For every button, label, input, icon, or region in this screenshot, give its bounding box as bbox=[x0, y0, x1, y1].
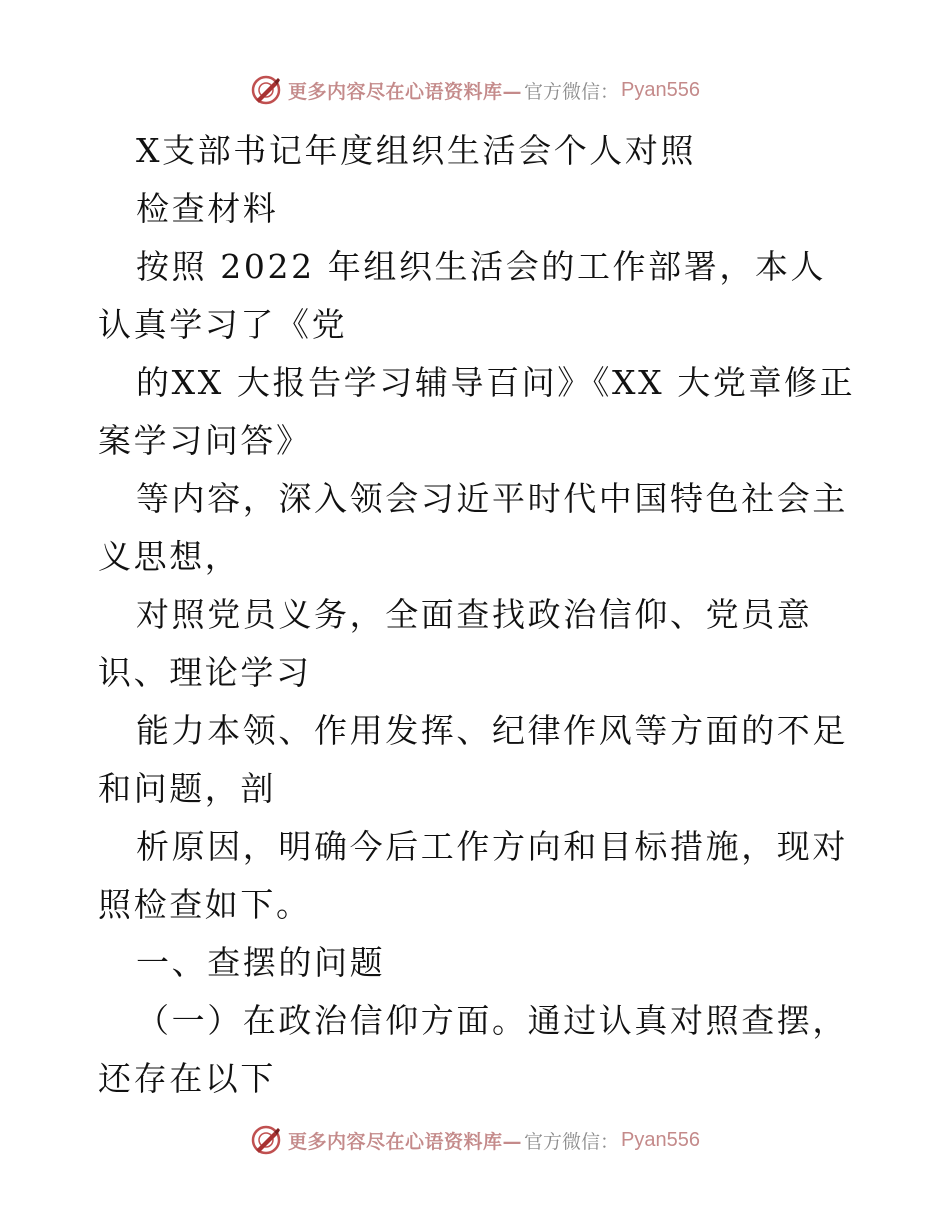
subsection-heading-1: （一）在政治信仰方面。通过认真对照查摆，还存在以下 bbox=[98, 1001, 848, 1098]
paragraph-4: 对照党员义务，全面查找政治信仰、党员意识、理论学习 bbox=[98, 595, 813, 692]
watermark-text: 更多内容尽在心语资料库— bbox=[288, 1130, 523, 1153]
paragraph-5: 能力本领、作用发挥、纪律作风等方面的不足和问题，剖 bbox=[98, 711, 848, 808]
paragraph-1: 按照 2022 年组织生活会的工作部署，本人认真学习了《党 bbox=[98, 247, 827, 344]
section-heading-1: 一、查摆的问题 bbox=[136, 943, 386, 982]
watermark-wechat-label: 官方微信： bbox=[524, 80, 620, 103]
watermark-banner-bottom bbox=[0, 1120, 950, 1160]
watermark-banner-top bbox=[0, 70, 950, 110]
document-title-line-1: X支部书记年度组织生活会个人对照 bbox=[136, 131, 697, 170]
watermark-wechat-id: Pyan556 bbox=[621, 1128, 700, 1151]
pen-logo-icon bbox=[250, 74, 282, 106]
watermark-wechat-label: 官方微信： bbox=[524, 1130, 620, 1153]
watermark-wechat-id: Pyan556 bbox=[621, 78, 700, 101]
document-body bbox=[98, 122, 858, 1108]
paragraph-6: 析原因，明确今后工作方向和目标措施，现对照检查如下。 bbox=[98, 827, 848, 924]
document-title-line-2: 检查材料 bbox=[136, 189, 279, 228]
paragraph-3: 等内容，深入领会习近平时代中国特色社会主义思想， bbox=[98, 479, 848, 576]
pen-logo-icon bbox=[250, 1124, 282, 1156]
paragraph-2: 的XX 大报告学习辅导百问》《XX 大党章修正案学习问答》 bbox=[98, 363, 856, 460]
watermark-text: 更多内容尽在心语资料库— bbox=[288, 80, 523, 103]
